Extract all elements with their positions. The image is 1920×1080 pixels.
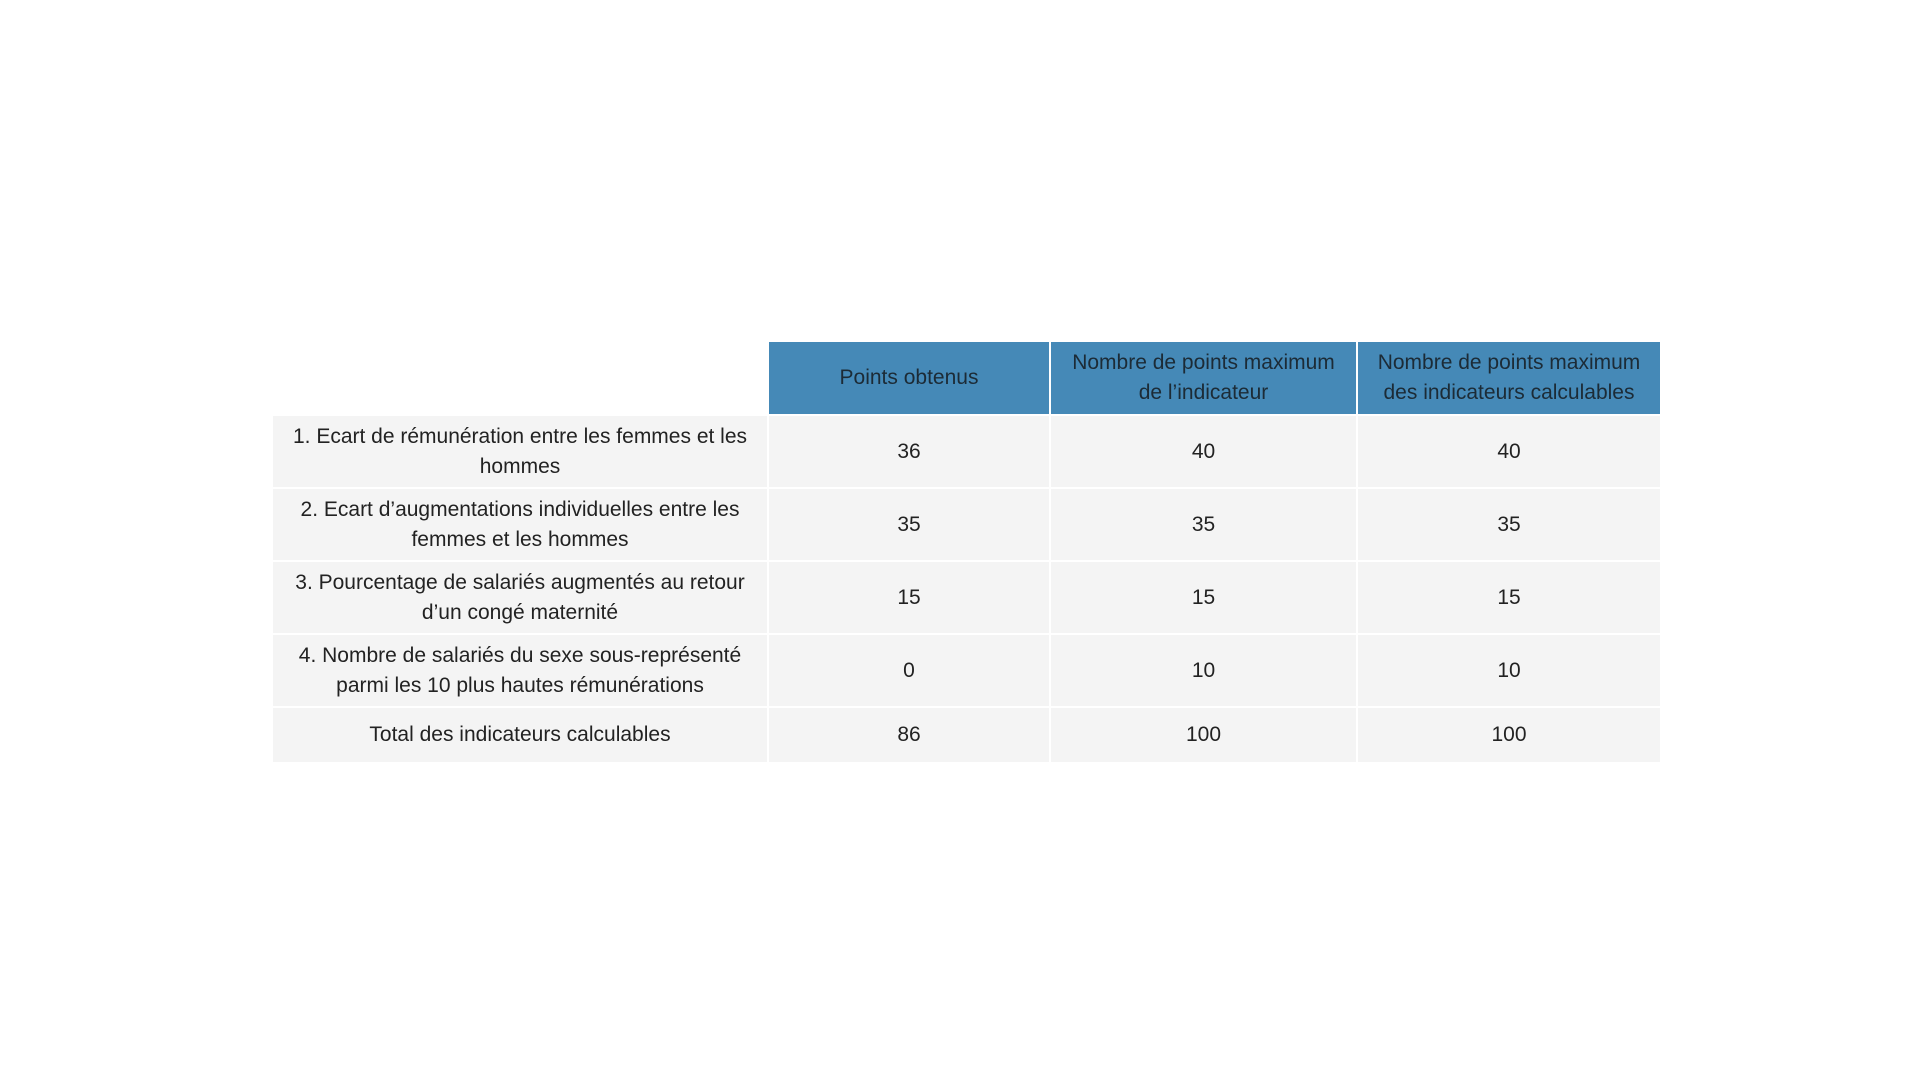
max-points-indicateur-cell: 40 [1050,415,1357,488]
table-header-row [272,341,1661,415]
max-points-indicateur-cell: 15 [1050,561,1357,634]
max-points-calculables-cell: 15 [1357,561,1661,634]
header-max-points-calculables: Nombre de points maximum des indicateurs calculables [1357,341,1661,415]
total-max-points-indicateur: 100 [1050,707,1357,763]
index-score-table [271,340,1662,764]
total-row [272,707,1661,763]
total-max-points-calculables: 100 [1357,707,1661,763]
max-points-indicateur-cell: 35 [1050,488,1357,561]
table-row [272,561,1661,634]
max-points-calculables-cell: 35 [1357,488,1661,561]
max-points-indicateur-cell: 10 [1050,634,1357,707]
points-obtenus-cell: 0 [768,634,1050,707]
row-label: 1. Ecart de rémunération entre les femmes et les hommes [272,415,768,488]
header-empty-cell [272,341,768,415]
row-label: 2. Ecart d’augmentations individuelles entre les femmes et les hommes [272,488,768,561]
table-row [272,415,1661,488]
header-max-points-indicateur: Nombre de points maximum de l’indicateur [1050,341,1357,415]
header-points-obtenus: Points obtenus [768,341,1050,415]
total-label: Total des indicateurs calculables [272,707,768,763]
points-obtenus-cell: 15 [768,561,1050,634]
row-label: 4. Nombre de salariés du sexe sous-représenté parmi les 10 plus hautes rémunérations [272,634,768,707]
row-label: 3. Pourcentage de salariés augmentés au retour d’un congé maternité [272,561,768,634]
table-row [272,634,1661,707]
table-row [272,488,1661,561]
max-points-calculables-cell: 10 [1357,634,1661,707]
max-points-calculables-cell: 40 [1357,415,1661,488]
points-obtenus-cell: 36 [768,415,1050,488]
points-obtenus-cell: 35 [768,488,1050,561]
total-points-obtenus: 86 [768,707,1050,763]
